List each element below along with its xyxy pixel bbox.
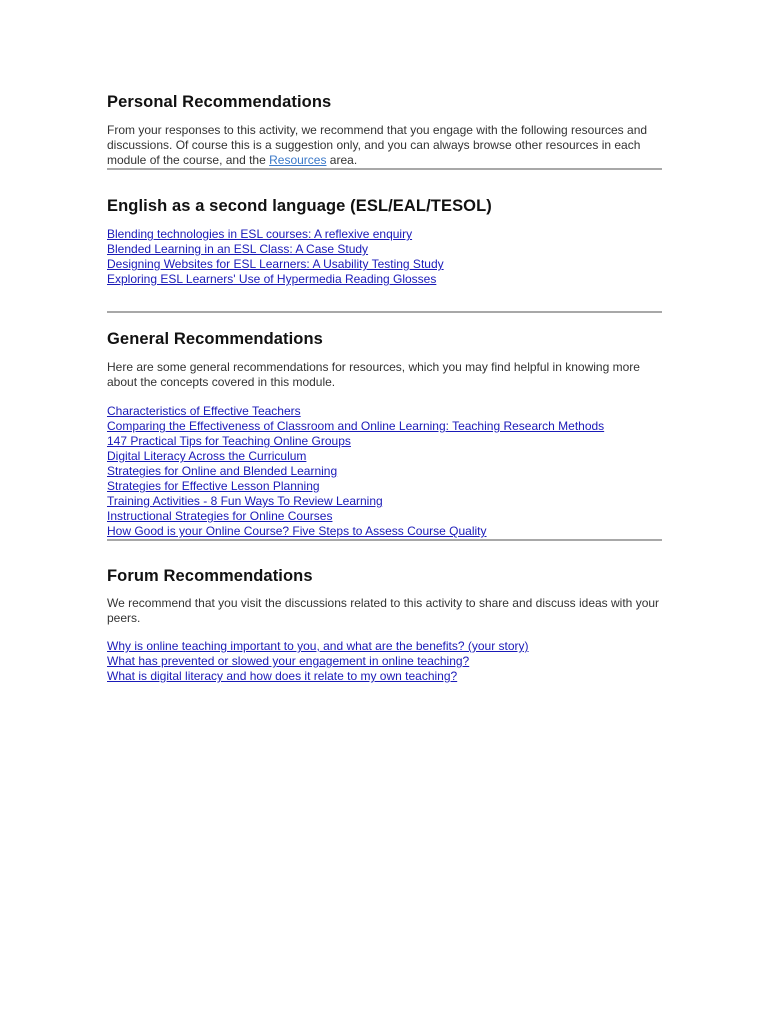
section-divider — [107, 168, 662, 170]
general-link-effective-teachers[interactable]: Characteristics of Effective Teachers — [107, 404, 301, 418]
esl-heading: English as a second language (ESL/EAL/TESOL) — [107, 197, 492, 215]
forum-recommendations-intro: We recommend that you visit the discussions related to this activity to share and discuss ideas with your peers. — [107, 596, 660, 625]
esl-link-hypermedia-glosses[interactable]: Exploring ESL Learners' Use of Hypermedia Reading Glosses — [107, 272, 437, 286]
recommendations-page — [107, 92, 662, 684]
forum-recommendations-heading: Forum Recommendations — [107, 567, 313, 585]
general-link-training-activities[interactable]: Training Activities - 8 Fun Ways To Review Learning — [107, 494, 383, 508]
general-link-digital-literacy[interactable]: Digital Literacy Across the Curriculum — [107, 449, 307, 463]
general-recommendations-intro: Here are some general recommendations for resources, which you may find helpful in knowing more about the concepts covered in this module. — [107, 360, 640, 389]
forum-link-digital-literacy[interactable]: What is digital literacy and how does it relate to my own teaching? — [107, 669, 458, 683]
general-link-lesson-planning[interactable]: Strategies for Effective Lesson Planning — [107, 479, 320, 493]
esl-link-blending-technologies[interactable]: Blending technologies in ESL courses: A reflexive enquiry — [107, 227, 413, 241]
section-divider — [107, 311, 662, 313]
general-link-list — [107, 404, 662, 539]
forum-link-why-online-teaching[interactable]: Why is online teaching important to you, and what are the benefits? (your story) — [107, 639, 529, 653]
general-link-comparing-effectiveness[interactable]: Comparing the Effectiveness of Classroom and Online Learning: Teaching Research Methods — [107, 419, 605, 433]
general-link-147-tips[interactable]: 147 Practical Tips for Teaching Online Groups — [107, 434, 351, 448]
personal-intro-text-end: area. — [326, 153, 358, 167]
personal-recommendations-heading: Personal Recommendations — [107, 93, 332, 111]
personal-recommendations-intro — [107, 123, 662, 168]
esl-link-list — [107, 227, 662, 287]
personal-intro-text: From your responses to this activity, we recommend that you engage with the following resources and discussions. Of course this is a suggestion only, and you can always browse other resources in each module of the course, and the — [107, 123, 648, 167]
forum-link-prevented-engagement[interactable]: What has prevented or slowed your engagement in online teaching? — [107, 654, 470, 668]
section-divider — [107, 539, 662, 541]
general-link-course-quality[interactable]: How Good is your Online Course? Five Steps to Assess Course Quality — [107, 524, 487, 538]
resources-link[interactable]: Resources — [269, 153, 327, 167]
general-recommendations-heading: General Recommendations — [107, 330, 323, 348]
general-link-instructional-strategies[interactable]: Instructional Strategies for Online Courses — [107, 509, 333, 523]
esl-link-designing-websites[interactable]: Designing Websites for ESL Learners: A Usability Testing Study — [107, 257, 444, 271]
esl-link-blended-learning-case-study[interactable]: Blended Learning in an ESL Class: A Case Study — [107, 242, 369, 256]
forum-link-list — [107, 639, 662, 684]
general-link-online-blended-strategies[interactable]: Strategies for Online and Blended Learning — [107, 464, 338, 478]
